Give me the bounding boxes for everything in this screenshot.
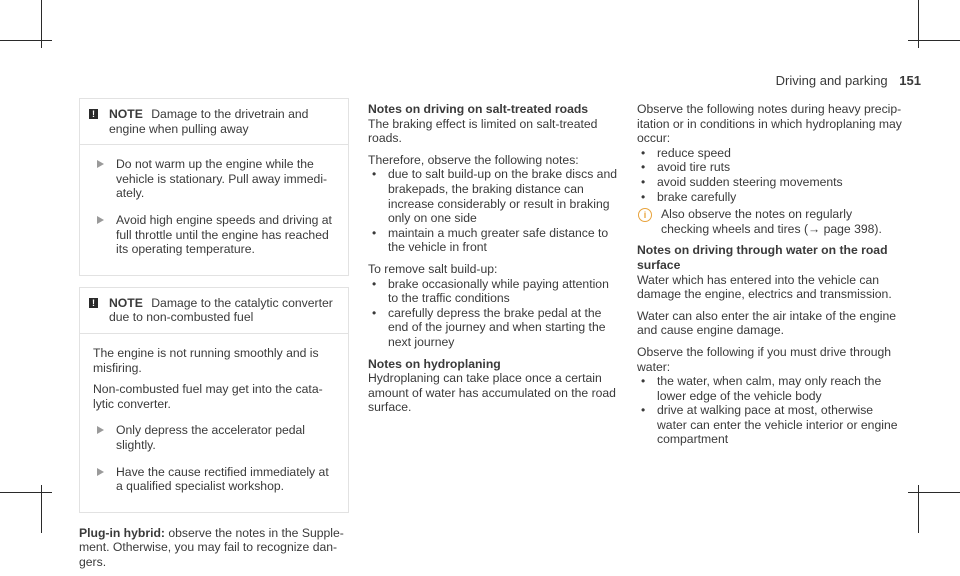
paragraph: Therefore, observe the following notes:: [368, 152, 579, 167]
notice-box-drivetrain: [79, 98, 349, 276]
list-item: [637, 146, 902, 161]
paragraph: The engine is not running smoothly and is misfiring.: [93, 345, 319, 375]
step-text: Do not warm up the engine while the vehicle is stationary. Pull away immedi-ately.: [116, 157, 328, 201]
bullet: •: [372, 305, 377, 320]
bullet: •: [641, 160, 646, 175]
list-item: [637, 190, 902, 205]
list-item: [368, 306, 618, 350]
notice-body: [80, 144, 348, 275]
warning-icon: !: [89, 298, 98, 308]
bullet: •: [641, 403, 646, 418]
step-item: [93, 423, 338, 452]
bullet: •: [372, 167, 377, 182]
notice-title: [109, 107, 340, 136]
info-icon: i: [638, 208, 652, 222]
list-item-text: due to salt build-up on the brake discs and brakepads, the braking distance can increase considerably or result in braking only on one side: [388, 167, 618, 226]
step-text: Avoid high engine speeds and driving at full throttle until the engine has reached its operating temperature.: [116, 212, 332, 257]
note-label: NOTE: [109, 295, 143, 310]
list-item-text: brake carefully: [657, 189, 737, 204]
paragraph: Non-combusted fuel may get into the cata-lytic converter.: [93, 382, 323, 411]
bullet: •: [372, 225, 377, 240]
step-triangle-icon: [97, 216, 104, 224]
list-item: [637, 160, 902, 175]
paragraph: The braking effect is limited on salt-treated roads.: [368, 116, 598, 146]
step-item: [93, 465, 338, 494]
list-item: [368, 277, 618, 306]
notice-body: [80, 333, 348, 512]
crop-mark: [908, 40, 960, 41]
heading-hydroplaning: Notes on hydroplaning: [368, 356, 501, 371]
step-triangle-icon: [97, 160, 104, 168]
crop-mark: [0, 40, 52, 41]
heading-salt-roads: Notes on driving on salt-treated roads: [368, 102, 589, 116]
bullet: •: [641, 174, 646, 189]
paragraph: Observe the following notes during heavy precip-itation or in conditions in which hydroplaning may occur:: [637, 102, 902, 146]
list-item-text: the water, when calm, may only reach the lower edge of the vehicle body: [657, 374, 882, 403]
list-item: [637, 374, 902, 403]
crop-mark: [908, 492, 960, 493]
crop-mark: [0, 492, 52, 493]
heading-water-on-road: Notes on driving through water on the road surface: [637, 243, 888, 272]
note-text: Damage to the drivetrain and engine when pulling away: [109, 107, 309, 136]
list-item: [368, 226, 618, 255]
paragraph: Water which has entered into the vehicle can damage the engine, electrics and transmission.: [637, 272, 892, 302]
paragraph: Hydroplaning can take place once a certain amount of water has accumulated on the road surface.: [368, 371, 616, 415]
step-triangle-icon: [97, 468, 104, 476]
page-header: [776, 73, 921, 88]
notice-box-catalytic: [79, 287, 349, 513]
section-title: Driving and parking: [775, 73, 888, 88]
list-item-text: drive at walking pace at most, otherwise water can enter the vehicle interior or engine compartment: [657, 403, 898, 447]
list-item: [368, 167, 618, 225]
step-triangle-icon: [97, 426, 104, 434]
bullet: •: [641, 374, 646, 389]
list-item-text: reduce speed: [657, 145, 731, 160]
step-item: [93, 157, 338, 201]
bullet: •: [641, 145, 646, 160]
plugin-text: observe the notes in the Supple-ment. Otherwise, you may fail to recognize dan-gers.: [79, 525, 344, 569]
paragraph: Observe the following if you must drive through water:: [637, 344, 892, 374]
list-item-text: carefully depress the brake pedal at the end of the journey and when starting the next journey: [388, 305, 606, 349]
column-right: [637, 102, 902, 447]
step-text: Only depress the accelerator pedal slightly.: [116, 423, 306, 452]
warning-icon: !: [89, 109, 98, 119]
info-note: [637, 207, 902, 236]
column-middle: [368, 102, 618, 422]
notice-header: [80, 288, 348, 333]
notice-header: [80, 99, 348, 144]
notice-title: [109, 296, 340, 325]
note-text: Damage to the catalytic converter due to non-combusted fuel: [109, 295, 333, 325]
list-item: [637, 403, 902, 447]
step-item: [93, 213, 338, 257]
note-label: NOTE: [109, 107, 143, 121]
paragraph: Water can also enter the air intake of the engine and cause engine damage.: [637, 308, 897, 338]
list-item-text: maintain a much greater safe distance to the vehicle in front: [388, 225, 609, 255]
paragraph: To remove salt build-up:: [368, 261, 498, 276]
page-number: 151: [899, 73, 921, 88]
step-text: Have the cause rectified immediately at a qualified specialist workshop.: [116, 464, 329, 494]
bullet: •: [372, 276, 377, 291]
list-item-text: avoid tire ruts: [657, 160, 731, 175]
plugin-hybrid-note: [79, 526, 349, 570]
column-left: [79, 98, 349, 576]
info-text: Also observe the notes on regularly checking wheels and tires (→ page 398).: [661, 207, 882, 236]
list-item-text: avoid sudden steering movements: [657, 174, 843, 189]
bullet: •: [641, 189, 646, 204]
list-item: [637, 175, 902, 190]
list-item-text: brake occasionally while paying attention to the traffic conditions: [388, 276, 609, 306]
plugin-label: Plug-in hybrid:: [79, 525, 165, 540]
